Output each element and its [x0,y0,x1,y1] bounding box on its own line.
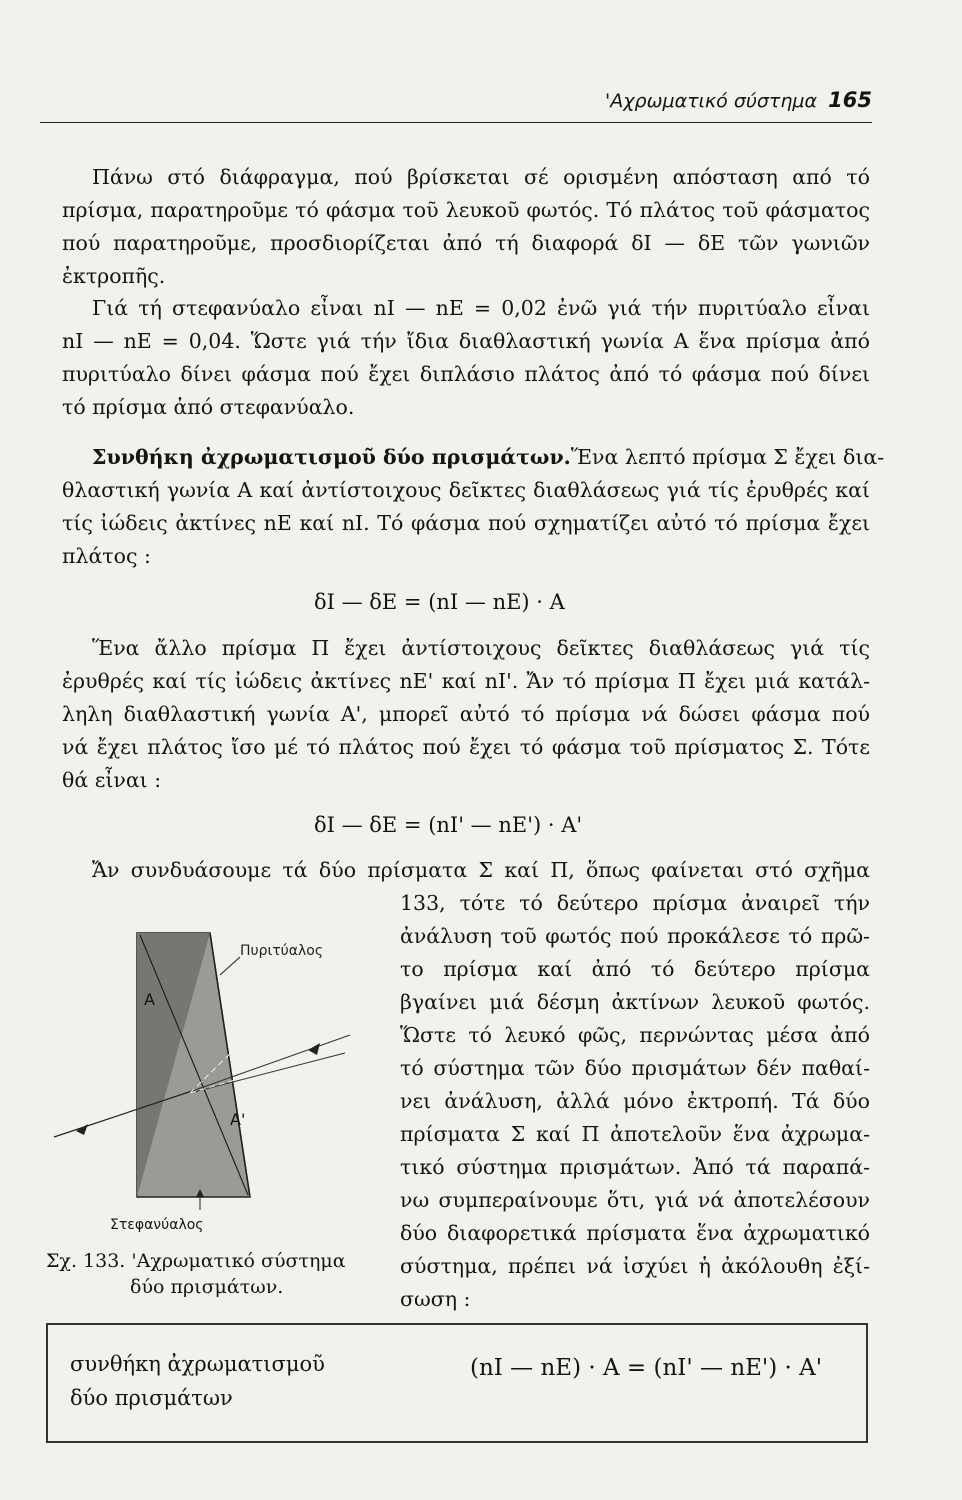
formula-1: δI — δE = (nI — nE) · Α [314,590,565,614]
page-header [40,88,872,123]
text-line: νά ἔχει πλάτος ἴσο μέ τό πλάτος πού ἔχει τό φάσμα τοῦ πρίσματος Σ. Τότε [62,735,870,759]
angle-label-a: Α [144,990,155,1009]
text-line [92,443,885,471]
text-line: θά εἶναι : [62,768,162,792]
text-run: Ἕνα λεπτό πρίσμα Σ ἔχει δια- [570,445,885,469]
text-line: Πάνω στό διάφραγμα, πού βρίσκεται σέ ορισμένη απόσταση από τό [92,165,870,189]
text-line: τίς ἰώδεις ἀκτίνες nE καί nI. Τό φάσμα πού σχηματίζει αὐτό τό πρίσμα ἔχει [62,511,870,535]
box-label: δύο πρισμάτων [70,1386,233,1410]
formula-2: δI — δE = (nI' — nE') · Α' [314,813,583,837]
text-line: ληλη διαθλαστική γωνία Α', μπορεῖ αὐτό τό πρίσμα νά δώσει φάσμα πού [62,702,870,726]
text-line: Γιά τή στεφανύαλο εἶναι nI — nE = 0,02 ἐνῶ γιά τήν πυριτύαλο εἶναι [92,296,870,320]
text-line: nI — nE = 0,04. Ὥστε γιά τήν ἴδια διαθλαστική γωνία Α ἕνα πρίσμα ἀπό [62,329,870,353]
text-line: τικό σύστημα πρισμάτων. Ἀπό τά παραπά- [400,1155,870,1179]
text-line: νω συμπεραίνουμε ὅτι, γιά νά ἀποτελέσουν [400,1188,870,1212]
figure-achromatic-prisms [40,925,380,1215]
label-pointer [220,957,240,975]
figure-caption: Σχ. 133. 'Αχρωματικό σύστημα [46,1250,346,1272]
condition-box [46,1323,868,1443]
angle-label-a-prime: Α' [230,1110,246,1129]
text-line: βγαίνει μιά δέσμη ἀκτίνων λευκοῦ φωτός. [400,990,870,1014]
text-line: πυριτύαλο δίνει φάσμα πού ἔχει διπλάσιο πλάτος ἀπό τό φάσμα πού δίνει [62,362,870,386]
text-line: ἐκτροπῆς. [62,264,166,288]
page-number: 165 [828,88,872,112]
text-line: πρίσμα, παρατηροῦμε τό φάσμα τοῦ λευκοῦ φωτός. Τό πλάτος τοῦ φάσματος [62,198,870,222]
text-line: νει ἀνάλυση, ἀλλά μόνο ἐκτροπή. Τά δύο [400,1089,870,1113]
box-label: συνθήκη ἀχρωματισμοῦ [70,1352,325,1376]
text-line: Ἕνα ἄλλο πρίσμα Π ἔχει ἀντίστοιχους δεῖκτες διαθλάσεως γιά τίς [92,636,870,660]
label-crown: Στεφανύαλος [110,1217,204,1233]
text-line: πού παρατηροῦμε, προσδιορίζεται ἀπό τή διαφορά δI — δE τῶν γωνιῶν [62,231,870,255]
text-line: σύστημα, πρέπει νά ἰσχύει ἡ ἀκόλουθη ἐξί- [400,1254,870,1278]
text-line: δύο διαφορετικά πρίσματα ἕνα ἀχρωματικό [400,1221,870,1245]
text-line: ἐρυθρές καί τίς ἰώδεις ἀκτίνες nE' καί nI'. Ἄν τό πρίσμα Π ἔχει μιά κατάλ- [62,669,870,693]
text-line: Ἄν συνδυάσουμε τά δύο πρίσματα Σ καί Π, ὅπως φαίνεται στό σχῆμα [92,858,870,882]
figure-caption: δύο πρισμάτων. [130,1276,284,1298]
text-line: 133, τότε τό δεύτερο πρίσμα ἀναιρεῖ τήν [400,891,870,915]
text-line: το πρίσμα καί ἀπό τό δεύτερο πρίσμα [400,957,870,981]
running-title: 'Αχρωματικό σύστημα [605,90,817,112]
text-line: τό πρίσμα ἀπό στεφανύαλο. [62,395,355,419]
text-line: πλάτος : [62,544,151,568]
arrow-icon [308,1043,320,1055]
text-line: θλαστική γωνία Α καί ἀντίστοιχους δεῖκτες διαθλάσεως γιά τίς ἐρυθρές καί [62,478,870,502]
text-line: ἀνάλυση τοῦ φωτός πού προκάλεσε τό πρῶ- [400,924,870,948]
section-heading: Συνθήκη ἀχρωματισμοῦ δύο πρισμάτων. [92,445,571,469]
achromatic-condition-formula: (nI — nE) · Α = (nI' — nE') · Α' [470,1355,823,1381]
text-line: σωση : [400,1287,471,1311]
label-flint: Πυριτύαλος [240,943,324,959]
text-line: τό σύστημα τῶν δύο πρισμάτων δέν παθαί- [400,1056,870,1080]
text-line: πρίσματα Σ καί Π ἀποτελοῦν ἕνα ἀχρωμα- [400,1122,870,1146]
text-line: Ὥστε τό λευκό φῶς, περνώντας μέσα ἀπό [400,1023,870,1047]
